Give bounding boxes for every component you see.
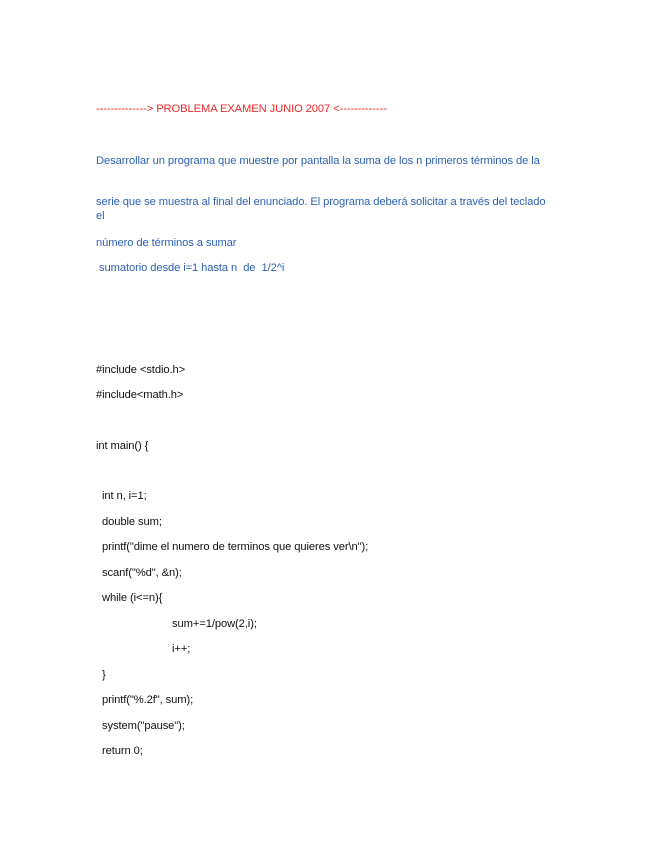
code-line-printf-prompt: printf("dime el numero de terminos que quieres ver\n"); — [102, 541, 369, 553]
code-line-main: int main() { — [96, 440, 149, 452]
code-line-int-decl: int n, i=1; — [102, 490, 147, 502]
statement-formula: sumatorio desde i=1 hasta n de 1/2^i — [96, 262, 285, 274]
code-line-close-brace: } — [102, 669, 106, 681]
code-line-scanf: scanf("%d", &n); — [102, 567, 182, 579]
code-line-double-decl: double sum; — [102, 516, 162, 528]
code-line-sum-accumulate: sum+=1/pow(2,i); — [172, 618, 257, 630]
code-line-system-pause: system("pause"); — [102, 720, 185, 732]
code-line-while: while (i<=n){ — [102, 592, 163, 604]
statement-paragraph-2: serie que se muestra al final del enunciado. El programa deberá solicitar a través del teclado el — [96, 196, 546, 222]
code-line-include-stdio: #include <stdio.h> — [96, 364, 186, 376]
code-line-include-math: #include<math.h> — [96, 389, 184, 401]
statement-paragraph-3: número de términos a sumar — [96, 237, 237, 249]
code-line-return: return 0; — [102, 745, 143, 757]
statement-paragraph-1: Desarrollar un programa que muestre por pantalla la suma de los n primeros términos de la — [96, 155, 540, 167]
code-line-increment: i++; — [172, 643, 191, 655]
code-line-printf-result: printf("%.2f", sum); — [102, 694, 194, 706]
exam-title: --------------> PROBLEMA EXAMEN JUNIO 2007 <------------- — [96, 103, 387, 115]
